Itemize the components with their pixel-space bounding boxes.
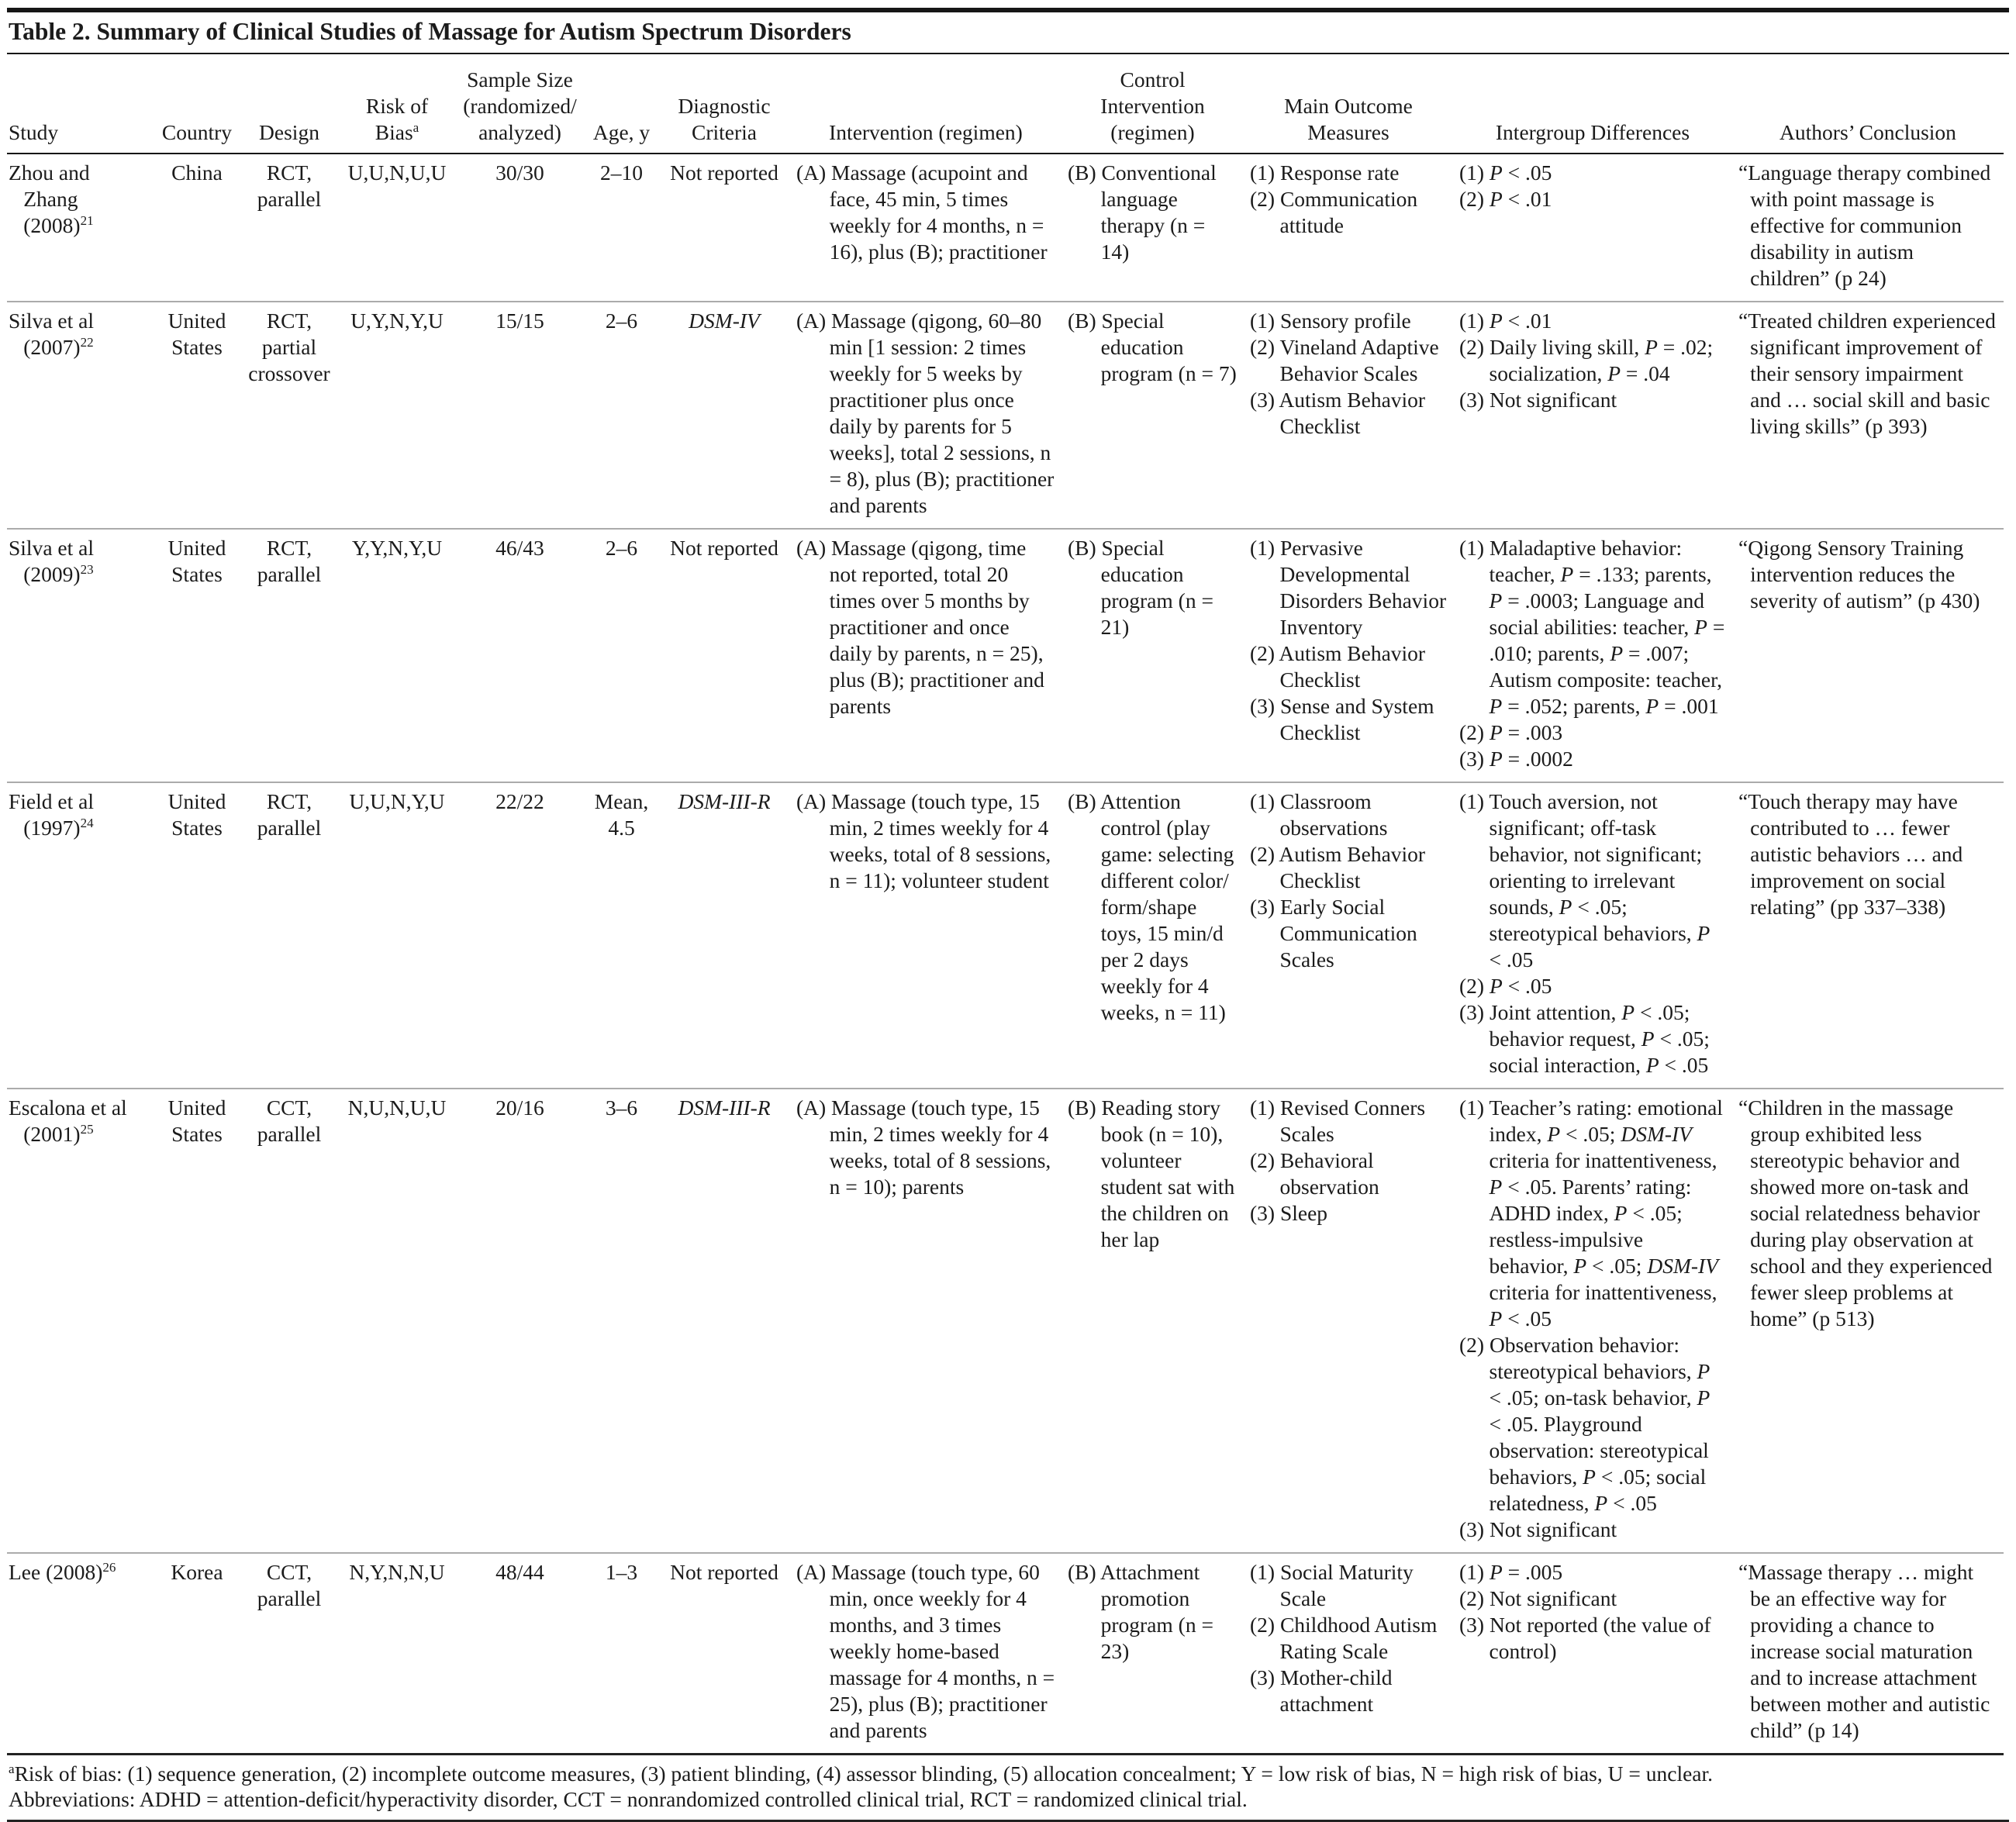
study-cell: Field et al $(1997)^{24}$: [9, 789, 94, 840]
col-header-sample-size: Sample Size (randomized/​analyzed): [455, 54, 585, 154]
col-header-age: Age, y: [585, 54, 658, 154]
risk-of-bias-cell: Y,Y,N,Y,U: [351, 536, 443, 560]
sample-size-cell: 30/30: [495, 160, 544, 185]
difference-item: (2) P < .01: [1459, 187, 1552, 211]
outcome-measures-cell: [1244, 1089, 1453, 1553]
outcome-item: (3) Mother-child attachment: [1250, 1665, 1393, 1716]
age-cell: 2–10: [600, 160, 643, 185]
outcome-item: (3) Sleep: [1250, 1201, 1328, 1225]
diagnostic-criteria-cell: Not reported: [670, 536, 778, 560]
intergroup-differences-cell: [1453, 302, 1732, 529]
study-cell: Silva et al $(2009)^{23}$: [9, 536, 94, 586]
col-header-intervention: Intervention (regimen): [790, 54, 1062, 154]
intergroup-differences-cell: [1453, 1089, 1732, 1553]
outcome-item: (3) Autism Behavior Checklist: [1250, 388, 1426, 438]
table-row-field-1997: [7, 782, 2004, 1089]
col-header-authors-conclusion: Authors’ Conclusion: [1732, 54, 2004, 154]
diagnostic-criteria-cell: DSM-IV: [689, 309, 760, 333]
control-intervention-cell: (B) Reading story book (n = 10), volunteer student sat with the children on her lap: [1068, 1096, 1235, 1251]
country-cell: United States: [167, 309, 226, 359]
difference-item: (2) Not significant: [1459, 1586, 1617, 1610]
risk-of-bias-cell: N,U,N,U,U: [347, 1096, 447, 1120]
outcome-measures-cell: [1244, 1553, 1453, 1755]
age-cell: 3–6: [605, 1096, 638, 1120]
col-header-outcome-measures: Main Outcome Measures: [1244, 54, 1453, 154]
intervention-cell: (A) Massage (touch type, 15 min, 2 times weekly for 4 weeks, total of 8 sessions, n = 11); volunteer student: [796, 789, 1051, 892]
difference-item: (1) P = .005: [1459, 1560, 1563, 1584]
intervention-cell: (A) Massage (touch type, 60 min, once weekly for 4 months, and 3 times weekly home-based massage for 4 months, n = 25), plus (B); practitioner and parents: [796, 1560, 1055, 1742]
risk-of-bias-cell: U,Y,N,Y,U: [350, 309, 444, 333]
design-cell: RCT, partial crossover: [248, 309, 330, 385]
control-intervention-cell: (B) Attachment promotion program (n = 23): [1068, 1560, 1213, 1663]
age-cell: 2–6: [605, 309, 638, 333]
difference-item: (1) Touch aversion, not significant; off-task behavior, not significant; orienting to irrelevant sounds, P < .05; stereotypical behaviors, P < .05: [1459, 789, 1710, 971]
difference-item: (3) Joint attention, P < .05; behavior request, P < .05; social interaction, P < .05: [1459, 1000, 1710, 1077]
outcome-item: (2) Autism Behavior Checklist: [1250, 842, 1426, 892]
col-header-diagnostic-criteria: Diagnostic Criteria: [658, 54, 790, 154]
sample-size-cell: 15/15: [495, 309, 544, 333]
footnote-risk-of-bias: $^a$Risk of bias: (1) sequence generation, (2) incomplete outcome measures, (3) patient blinding, (4) assessor blinding, (5) allocation concealment; Y = low risk of bias, N = high risk of bias, U = unclear.: [9, 1761, 1714, 1786]
table-row-lee-2008: [7, 1553, 2004, 1755]
authors-conclusion-cell: “Treated children experienced significant improvement of their sensory impairment and … social skill and basic living skills” (p 393): [1738, 309, 1996, 438]
authors-conclusion-cell: “Qigong Sensory Training intervention reduces the severity of autism” (p 430): [1738, 536, 1980, 613]
difference-item: (3) Not significant: [1459, 1517, 1617, 1541]
outcome-item: (1) Classroom observations: [1250, 789, 1388, 840]
outcome-item: (3) Early Social Communication Scales: [1250, 895, 1417, 971]
clinical-studies-table: [7, 54, 2004, 1755]
diagnostic-criteria-cell: Not reported: [670, 160, 778, 185]
authors-conclusion-cell: “Language therapy combined with point massage is effective for communion disability in autism children” (p 24): [1738, 160, 1991, 290]
intervention-cell: (A) Massage (qigong, time not reported, total 20 times over 5 months by practitioner and once daily by parents, n = 25), plus (B); practitioner and parents: [796, 536, 1044, 718]
intergroup-differences-cell: [1453, 529, 1732, 782]
table-row-zhou-zhang-2008: [7, 154, 2004, 302]
country-cell: United States: [167, 1096, 226, 1146]
design-cell: RCT, parallel: [257, 536, 322, 586]
footnote-abbreviations: Abbreviations: ADHD = attention-deficit/hyperactivity disorder, CCT = nonrandomized controlled clinical trial, RCT = randomized clinical trial.: [9, 1787, 1248, 1811]
outcome-item: (2) Communication attitude: [1250, 187, 1418, 237]
outcome-item: (1) Response rate: [1250, 160, 1400, 185]
outcome-measures-cell: [1244, 154, 1453, 302]
outcome-measures-cell: [1244, 529, 1453, 782]
design-cell: CCT, parallel: [257, 1560, 322, 1610]
risk-of-bias-cell: N,Y,N,N,U: [349, 1560, 445, 1584]
outcome-measures-cell: [1244, 302, 1453, 529]
study-cell: Escalona et al $(2001)^{25}$: [9, 1096, 127, 1146]
age-cell: Mean, 4.5: [594, 789, 649, 840]
country-cell: China: [171, 160, 223, 185]
difference-item: (2) P < .05: [1459, 974, 1552, 998]
country-cell: United States: [167, 789, 226, 840]
table-row-escalona-2001: [7, 1089, 2004, 1553]
table-footnotes: [7, 1755, 2009, 1822]
difference-item: (1) Teacher’s rating: emotional index, P < .05; DSM-IV criteria for inattentiveness, P < .05. Parents’ rating: ADHD index, P < .05; restless-impulsive behavior, P < .05; DSM-IV criteria for inattentiveness, P < .05: [1459, 1096, 1723, 1330]
outcome-item: (3) Sense and System Checklist: [1250, 694, 1434, 744]
difference-item: (3) Not significant: [1459, 388, 1617, 412]
outcome-item: (1) Sensory profile: [1250, 309, 1411, 333]
design-cell: CCT, parallel: [257, 1096, 322, 1146]
difference-item: (1) Maladaptive behavior: teacher, P = .133; parents, P = .0003; Language and social abilities: teacher, P = .010; parents, P = .007; Autism composite: teacher, P = .052; parents, P = .001: [1459, 536, 1725, 718]
table-row-silva-2007: [7, 302, 2004, 529]
intergroup-differences-cell: [1453, 782, 1732, 1089]
difference-item: (2) Daily living skill, P = .02; socialization, P = .04: [1459, 335, 1714, 385]
difference-item: (3) Not reported (the value of control): [1459, 1613, 1711, 1663]
col-header-design: Design: [240, 54, 339, 154]
header-row: [7, 54, 2004, 154]
difference-item: (1) P < .01: [1459, 309, 1552, 333]
risk-of-bias-cell: U,U,N,Y,U: [349, 789, 445, 813]
sample-size-cell: 46/43: [495, 536, 544, 560]
outcome-item: (1) Revised Conners Scales: [1250, 1096, 1426, 1146]
control-intervention-cell: (B) Conventional language therapy (n = 14): [1068, 160, 1217, 264]
col-header-intergroup-differences: Intergroup Differences: [1453, 54, 1732, 154]
control-intervention-cell: (B) Special education program (n = 21): [1068, 536, 1213, 639]
outcome-item: (2) Vineland Adaptive Behavior Scales: [1250, 335, 1439, 385]
country-cell: Korea: [171, 1560, 223, 1584]
authors-conclusion-cell: “Touch therapy may have contributed to … fewer autistic behaviors … and improvement on social relating” (pp 337–338): [1738, 789, 1963, 919]
sample-size-cell: 22/22: [495, 789, 544, 813]
diagnostic-criteria-cell: DSM-III-R: [678, 789, 771, 813]
outcome-item: (2) Autism Behavior Checklist: [1250, 641, 1426, 692]
outcome-item: (1) Social Maturity Scale: [1250, 1560, 1414, 1610]
intervention-cell: (A) Massage (touch type, 15 min, 2 times weekly for 4 weeks, total of 8 sessions, n = 10); parents: [796, 1096, 1051, 1199]
col-header-control-intervention: Control Intervention (regimen): [1062, 54, 1244, 154]
difference-item: (2) P = .003: [1459, 720, 1563, 744]
design-cell: RCT, parallel: [257, 160, 322, 211]
study-cell: Zhou and Zhang $(2008)^{21}$: [9, 160, 94, 237]
outcome-item: (1) Pervasive Developmental Disorders Behavior Inventory: [1250, 536, 1447, 639]
diagnostic-criteria-cell: Not reported: [670, 1560, 778, 1584]
control-intervention-cell: (B) Attention control (play game: selecting different color/​form/​shape toys, 15 min/d per 2 days weekly for 4 weeks, n = 11): [1068, 789, 1234, 1024]
table-header: [7, 54, 2004, 154]
table-title: Table 2. Summary of Clinical Studies of Massage for Autism Spectrum Disorders: [7, 8, 2009, 54]
sample-size-cell: 20/16: [495, 1096, 544, 1120]
outcome-measures-cell: [1244, 782, 1453, 1089]
age-cell: 1–3: [605, 1560, 638, 1584]
sample-size-cell: 48/44: [495, 1560, 544, 1584]
country-cell: United States: [167, 536, 226, 586]
outcome-item: (2) Childhood Autism Rating Scale: [1250, 1613, 1438, 1663]
table-row-silva-2009: [7, 529, 2004, 782]
col-header-country: Country: [154, 54, 240, 154]
intervention-cell: (A) Massage (qigong, 60–80 min [1 session: 2 times weekly for 5 weeks by practitioner plus once daily by parents for 5 weeks], total 2 sessions, n = 8), plus (B); practitioner and parents: [796, 309, 1055, 517]
diagnostic-criteria-cell: DSM-III-R: [678, 1096, 771, 1120]
intervention-cell: (A) Massage (acupoint and face, 45 min, 5 times weekly for 4 months, n = 16), plus (B); practitioner: [796, 160, 1048, 264]
intergroup-differences-cell: [1453, 1553, 1732, 1755]
col-header-study: Study: [7, 54, 154, 154]
difference-item: (3) P = .0002: [1459, 747, 1573, 771]
authors-conclusion-cell: “Children in the massage group exhibited less stereotypic behavior and showed more on-task and social relatedness behavior during play observation at school and they experienced fewer sleep problems at home” (p 513): [1738, 1096, 1993, 1330]
risk-of-bias-cell: U,U,N,U,U: [347, 160, 447, 185]
difference-item: (2) Observation behavior: stereotypical behaviors, P < .05; on-task behavior, P < .05. Playground observation: stereotypical behaviors, P < .05; social relatedness, P < .05: [1459, 1333, 1710, 1515]
age-cell: 2–6: [605, 536, 638, 560]
study-cell: Lee $(2008)^{26}$: [9, 1559, 116, 1584]
control-intervention-cell: (B) Special education program (n = 7): [1068, 309, 1237, 385]
design-cell: RCT, parallel: [257, 789, 322, 840]
intergroup-differences-cell: [1453, 154, 1732, 302]
study-cell: Silva et al $(2007)^{22}$: [9, 309, 94, 359]
difference-item: (1) P < .05: [1459, 160, 1552, 185]
outcome-item: (2) Behavioral observation: [1250, 1148, 1379, 1199]
authors-conclusion-cell: “Massage therapy … might be an effective way for providing a chance to increase social maturation and to increase attachment between mother and autistic child” (p 14): [1738, 1560, 1990, 1742]
col-header-risk-of-bias: Risk of Bias$^a$: [339, 54, 455, 154]
